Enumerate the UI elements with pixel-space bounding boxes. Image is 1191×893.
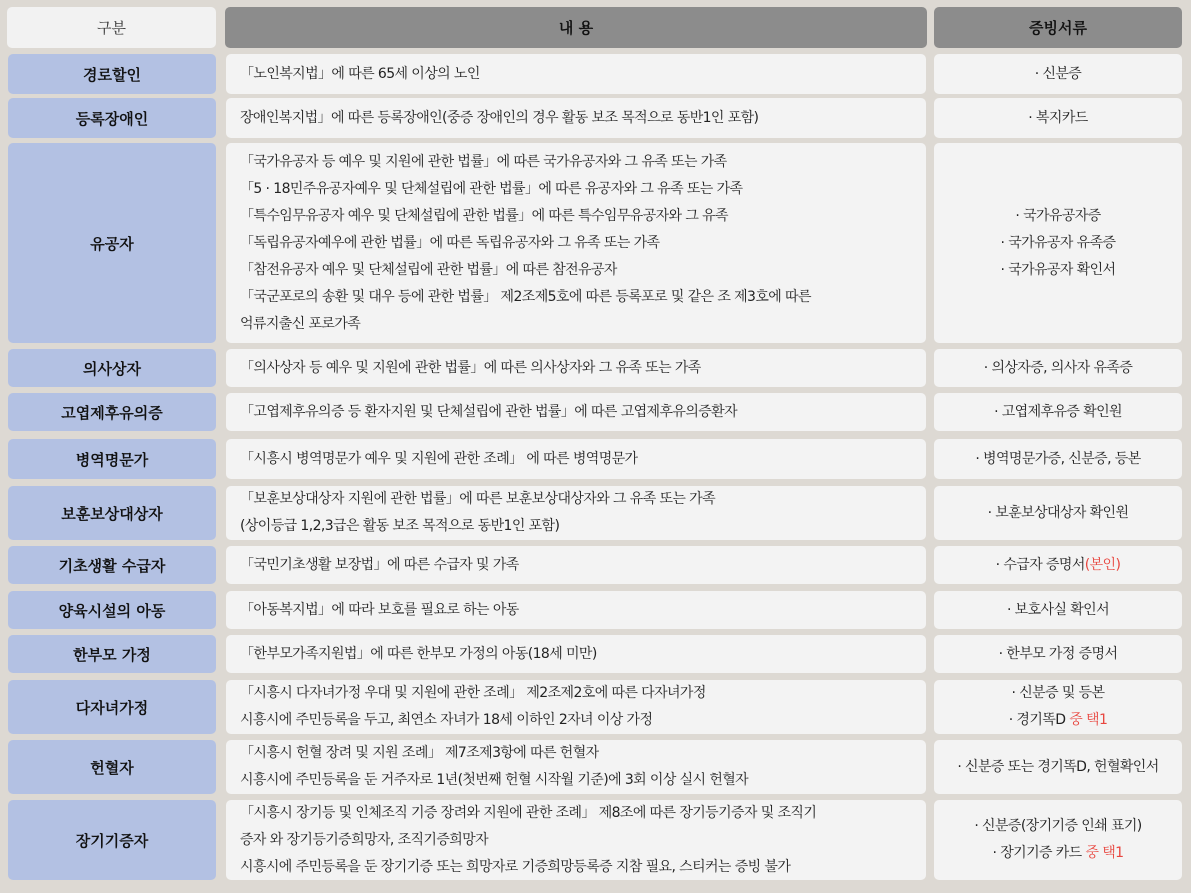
content-cell xyxy=(226,349,926,387)
content-line: 「보훈보상대상자 지원에 관한 법률」에 따른 보훈보상대상자와 그 유족 또는 가족 xyxy=(240,491,716,507)
document-item xyxy=(984,355,1133,382)
category-cell xyxy=(8,349,216,387)
content-line: 「국가유공자 등 예우 및 지원에 관한 법률」에 따른 국가유공자와 그 유족 또는 가족 xyxy=(240,153,727,170)
document-item xyxy=(1035,61,1081,88)
content-line: 「시흥시 장기등 및 인체조직 기증 장려와 지원에 관한 조례」 제8조에 따른 장기등기증자 및 조직기 xyxy=(240,804,817,821)
content-cell xyxy=(226,800,926,880)
category-cell xyxy=(8,546,216,584)
content-line: 「참전유공자 예우 및 단체설립에 관한 법률」에 따른 참전유공자 xyxy=(240,261,617,278)
category-label: 다자녀가정 xyxy=(75,698,149,717)
document-text: · 의상자증, 의사자 유족증 xyxy=(983,359,1133,376)
content-cell xyxy=(226,98,926,138)
document-text: · 국가유공자 확인서 xyxy=(1000,261,1116,278)
document-text: · 장기기증 카드 xyxy=(992,845,1086,861)
category-label: 등록장애인 xyxy=(75,109,149,128)
content-line: 시흥시에 주민등록을 둔 거주자로 1년(첫번째 헌혈 시작월 기준)에 3회 이상 실시 헌혈자 xyxy=(240,772,749,788)
documents-cell xyxy=(934,635,1182,673)
document-item xyxy=(974,813,1141,840)
content-line: (상이등급 1,2,3급은 활동 보조 목적으로 동반1인 포함) xyxy=(240,518,560,534)
content-line: 「의사상자 등 예우 및 지원에 관한 법률」에 따른 의사상자와 그 유족 또는 가족 xyxy=(240,359,701,376)
content-cell xyxy=(226,680,926,734)
content-cell xyxy=(226,740,926,794)
content-line: 시흥시에 주민등록을 둔 장기기증 또는 희망자로 기증희망등록증 지참 필요, 스티커는 증빙 불가 xyxy=(240,858,791,875)
content-cell xyxy=(226,591,926,629)
documents-cell xyxy=(934,439,1182,479)
document-text: · 한부모 가정 증명서 xyxy=(998,645,1118,662)
content-line: 「독립유공자예우에 관한 법률」에 따른 독립유공자와 그 유족 또는 가족 xyxy=(240,234,660,251)
documents-cell xyxy=(934,486,1182,540)
content-cell xyxy=(226,486,926,540)
document-item xyxy=(1001,257,1116,284)
content-line: 「국군포로의 송환 및 대우 등에 관한 법률」 제2조제5호에 따른 등록포로 및 같은 조 제3호에 따른 xyxy=(240,288,811,305)
category-label: 한부모 가정 xyxy=(73,645,151,664)
document-item xyxy=(1015,203,1100,230)
document-text: · 국가유공자증 xyxy=(1015,207,1101,224)
content-line: 「노인복지법」에 따른 65세 이상의 노인 xyxy=(240,65,480,82)
document-text: · 신분증 xyxy=(1034,65,1082,82)
documents-cell xyxy=(934,546,1182,584)
content-line: 「시흥시 병역명문가 예우 및 지원에 관한 조례」 에 따른 병역명문가 xyxy=(240,450,638,467)
content-line: 「5 · 18민주유공자예우 및 단체설립에 관한 법률」에 따른 유공자와 그 유족 또는 가족 xyxy=(240,180,743,197)
category-cell xyxy=(8,393,216,431)
content-line: 「한부모가족지원법」에 따른 한부모 가정의 아동(18세 미만) xyxy=(240,645,597,662)
documents-cell xyxy=(934,349,1182,387)
category-cell xyxy=(8,486,216,540)
document-item xyxy=(1028,105,1087,132)
document-highlight: (본인) xyxy=(1084,556,1121,573)
document-text: · 수급자 증명서 xyxy=(995,556,1085,573)
header-category-label: 구분 xyxy=(97,19,126,37)
content-cell xyxy=(226,635,926,673)
category-label: 장기기증자 xyxy=(75,831,149,850)
category-cell xyxy=(8,439,216,479)
documents-cell xyxy=(934,740,1182,794)
category-label: 병역명문가 xyxy=(75,450,149,469)
category-cell xyxy=(8,635,216,673)
content-cell xyxy=(226,546,926,584)
document-text: · 보호사실 확인서 xyxy=(1006,601,1110,618)
content-line: 「아동복지법」에 따라 보호를 필요로 하는 아동 xyxy=(240,601,519,618)
documents-cell xyxy=(934,54,1182,94)
content-line: 시흥시에 주민등록을 두고, 최연소 자녀가 18세 이하인 2자녀 이상 가정 xyxy=(240,712,653,728)
documents-cell xyxy=(934,680,1182,734)
document-item xyxy=(957,754,1158,781)
header-category xyxy=(7,7,216,48)
content-line: 장애인복지법」에 따른 등록장애인(중증 장애인의 경우 활동 보조 목적으로 동반1인 포함) xyxy=(240,109,759,126)
category-label: 경로할인 xyxy=(83,65,141,84)
document-text: · 병역명문가증, 신분증, 등본 xyxy=(975,450,1141,467)
category-label: 기초생활 수급자 xyxy=(58,556,166,575)
documents-cell xyxy=(934,591,1182,629)
content-line: 증자 와 장기등기증희망자, 조직기증희망자 xyxy=(240,831,489,848)
category-label: 의사상자 xyxy=(83,359,141,378)
document-item xyxy=(1012,680,1105,707)
header-content-label: 내 용 xyxy=(558,19,594,37)
document-text: · 신분증 또는 경기똑D, 헌혈확인서 xyxy=(957,758,1159,775)
documents-cell xyxy=(934,143,1182,343)
category-label: 양육시설의 아동 xyxy=(58,601,166,620)
content-line: 「시흥시 헌혈 장려 및 지원 조례」 제7조제3항에 따른 헌혈자 xyxy=(240,745,599,761)
content-cell xyxy=(226,54,926,94)
category-label: 보훈보상대상자 xyxy=(61,504,163,523)
category-cell xyxy=(8,740,216,794)
document-item xyxy=(1009,707,1108,734)
document-item xyxy=(996,552,1121,579)
header-documents xyxy=(934,7,1182,48)
document-item xyxy=(975,446,1140,473)
category-label: 고엽제후유의증 xyxy=(61,403,163,422)
content-line: 「시흥시 다자녀가정 우대 및 지원에 관한 조례」 제2조제2호에 따른 다자녀가정 xyxy=(240,685,706,701)
document-item xyxy=(988,500,1129,527)
document-item xyxy=(994,399,1122,426)
category-cell xyxy=(8,800,216,880)
header-documents-label: 증빙서류 xyxy=(1029,19,1087,37)
category-label: 유공자 xyxy=(90,234,134,253)
content-line: 「국민기초생활 보장법」에 따른 수급자 및 가족 xyxy=(240,556,519,573)
document-text: · 국가유공자 유족증 xyxy=(1000,234,1116,251)
category-cell xyxy=(8,143,216,343)
document-text: · 신분증(장기기증 인쇄 표기) xyxy=(974,818,1142,834)
content-line: 「특수임무유공자 예우 및 단체설립에 관한 법률」에 따른 특수임무유공자와 그 유족 xyxy=(240,207,728,224)
category-label: 헌혈자 xyxy=(90,758,134,777)
document-item xyxy=(1007,597,1109,624)
documents-cell xyxy=(934,800,1182,880)
document-text: · 신분증 및 등본 xyxy=(1011,685,1105,701)
document-highlight: 중 택1 xyxy=(1085,845,1124,861)
category-cell xyxy=(8,680,216,734)
category-cell xyxy=(8,591,216,629)
document-item xyxy=(1001,230,1116,257)
content-line: 「고엽제후유의증 등 환자지원 및 단체설립에 관한 법률」에 따른 고엽제후유의증환자 xyxy=(240,403,738,420)
document-text: · 보훈보상대상자 확인원 xyxy=(987,504,1129,521)
content-line: 억류지출신 포로가족 xyxy=(240,315,361,332)
document-item xyxy=(999,641,1118,668)
document-highlight: 중 택1 xyxy=(1069,712,1108,728)
document-item xyxy=(993,840,1124,867)
content-cell xyxy=(226,143,926,343)
content-cell xyxy=(226,439,926,479)
document-text: · 경기똑D xyxy=(1008,712,1070,728)
header-content xyxy=(225,7,927,48)
category-cell xyxy=(8,98,216,138)
documents-cell xyxy=(934,393,1182,431)
category-cell xyxy=(8,54,216,94)
document-text: · 고엽제후유증 확인원 xyxy=(994,403,1122,420)
documents-cell xyxy=(934,98,1182,138)
document-text: · 복지카드 xyxy=(1028,109,1088,126)
content-cell xyxy=(226,393,926,431)
